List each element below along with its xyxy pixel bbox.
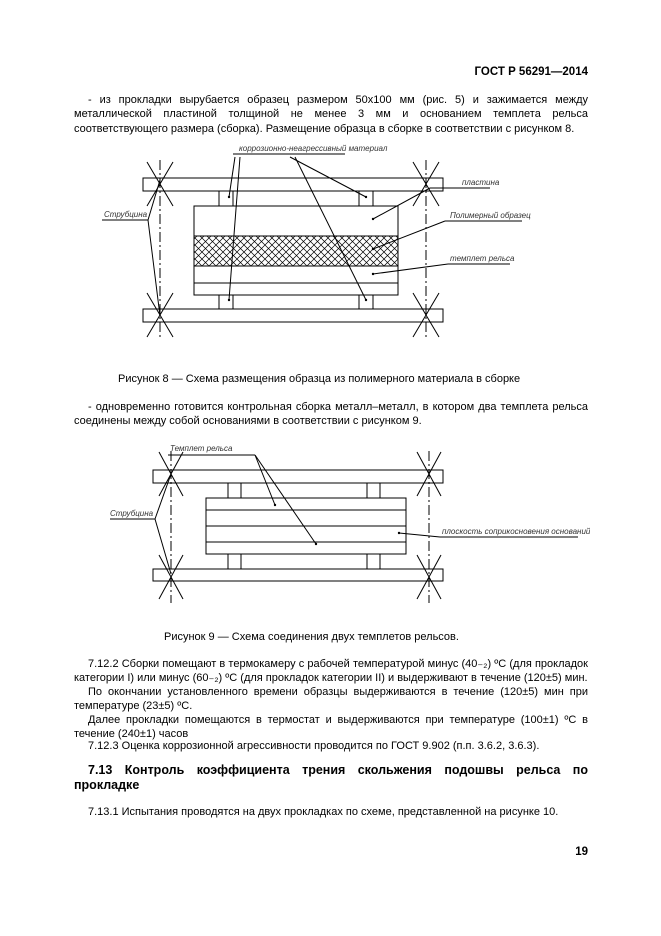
paragraph-holding-time: По окончании установленного времени образцы выдерживаются в течение (120±5) мин при температуре (23±5) ºС. bbox=[74, 686, 588, 713]
paragraph-sample-cutting: - из прокладки вырубается образец размером 50х100 мм (рис. 5) и зажимается между металлической пластиной толщиной не менее 3 мм и основанием темплета рельса соответствующего размера (сборка). Размещение образца в сборке в соответствии с рисунком 8. bbox=[74, 94, 588, 135]
fig8-label-material: коррозионно-неагрессивный материал bbox=[239, 144, 388, 153]
figure-8-caption: Рисунок 8 — Схема размещения образца из полимерного материала в сборке bbox=[118, 373, 521, 385]
section-7-13-heading: 7.13 Контроль коэффициента трения скольжения подошвы рельса по прокладке bbox=[74, 763, 588, 792]
paragraph-thermostat: Далее прокладки помещаются в термостат и выдерживаются при температуре (100±1) ºС в течение (240±1) часов bbox=[74, 714, 588, 741]
fig8-label-rail: темплет рельса bbox=[450, 254, 515, 263]
paragraph-7-13-1: 7.13.1 Испытания проводятся на двух прокладках по схеме, представленной на рисунке 10. bbox=[88, 806, 559, 818]
fig9-label-clamp: Струбцина bbox=[110, 509, 154, 518]
figure-8-diagram bbox=[90, 140, 570, 350]
paragraph-control-assembly: - одновременно готовится контрольная сборка металл–металл, в котором два темплета рельса соединены между собой основаниями в соответствии с рисунком 9. bbox=[74, 401, 588, 428]
paragraph-7-12-3: 7.12.3 Оценка коррозионной агрессивности проводится по ГОСТ 9.902 (п.п. 3.6.2, 3.6.3). bbox=[88, 740, 540, 752]
fig9-label-contact-plane: плоскость соприкосновения оснований bbox=[442, 527, 590, 536]
document-header: ГОСТ Р 56291—2014 bbox=[474, 66, 588, 78]
paragraph-7-12-2: 7.12.2 Сборки помещают в термокамеру с рабочей температурой минус (40₋₂) ºС (для прокладок категории I) или минус (60₋₂) ºС (для прокладок категории II) и выдерживают в течение (120±5) мин. bbox=[74, 658, 588, 685]
fig9-label-rail-template: Темплет рельса bbox=[170, 444, 233, 453]
figure-9-caption: Рисунок 9 — Схема соединения двух темплетов рельсов. bbox=[164, 631, 459, 643]
page-number: 19 bbox=[575, 846, 588, 858]
fig8-label-sample: Полимерный образец bbox=[450, 211, 531, 220]
figure-9-diagram bbox=[90, 437, 590, 617]
fig8-label-plate: пластина bbox=[462, 178, 500, 187]
fig8-label-clamp: Струбцина bbox=[104, 210, 148, 219]
